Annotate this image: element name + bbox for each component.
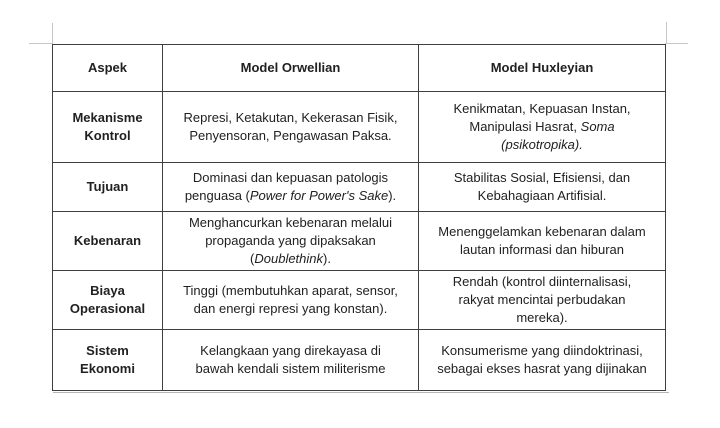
grid-guide-line-top-right-vertical [666,22,667,44]
cell-orwellian-kebenaran: Menghancurkan kebenaran melalui propaganda yang dipaksakan (Doublethink). [163,212,419,271]
row-label-tujuan: Tujuan [53,163,163,212]
row-label-mekanisme-kontrol: Mekanisme Kontrol [53,92,163,163]
cell-huxleyian-kebenaran: Menenggelamkan kebenaran dalam lautan informasi dan hiburan [419,212,666,271]
table-row-kebenaran [53,212,666,271]
cell-huxleyian-mekanisme: Kenikmatan, Kepuasan Instan, Manipulasi Hasrat, Soma (psikotropika). [419,92,666,163]
column-header-huxleyian: Model Huxleyian [419,45,666,92]
table-row-sistem-ekonomi [53,330,666,391]
cell-orwellian-tujuan: Dominasi dan kepuasan patologis penguasa (Power for Power's Sake). [163,163,419,212]
grid-guide-line-top-left-horizontal [29,43,53,44]
comparison-table [52,44,666,391]
cell-orwellian-ekonomi: Kelangkaan yang direkayasa di bawah kendali sistem militerisme [163,330,419,391]
cell-orwellian-mekanisme: Represi, Ketakutan, Kekerasan Fisik, Penyensoran, Pengawasan Paksa. [163,92,419,163]
column-header-orwellian: Model Orwellian [163,45,419,92]
row-label-biaya-operasional: Biaya Operasional [53,271,163,330]
cell-huxleyian-biaya: Rendah (kontrol diinternalisasi, rakyat mencintai perbudakan mereka). [419,271,666,330]
column-header-aspek: Aspek [53,45,163,92]
cell-orwellian-biaya: Tinggi (membutuhkan aparat, sensor, dan energi represi yang konstan). [163,271,419,330]
table-row-mekanisme-kontrol [53,92,666,163]
row-label-sistem-ekonomi: Sistem Ekonomi [53,330,163,391]
table-header-row [53,45,666,92]
row-label-kebenaran: Kebenaran [53,212,163,271]
table-bottom-shadow [53,392,669,393]
grid-guide-line-top-left-vertical [52,23,53,44]
grid-guide-line-top-right-horizontal [665,43,688,44]
table-row-tujuan [53,163,666,212]
table-row-biaya-operasional [53,271,666,330]
cell-huxleyian-ekonomi: Konsumerisme yang diindoktrinasi, sebagai ekses hasrat yang dijinakan [419,330,666,391]
cell-huxleyian-tujuan: Stabilitas Sosial, Efisiensi, dan Kebahagiaan Artifisial. [419,163,666,212]
